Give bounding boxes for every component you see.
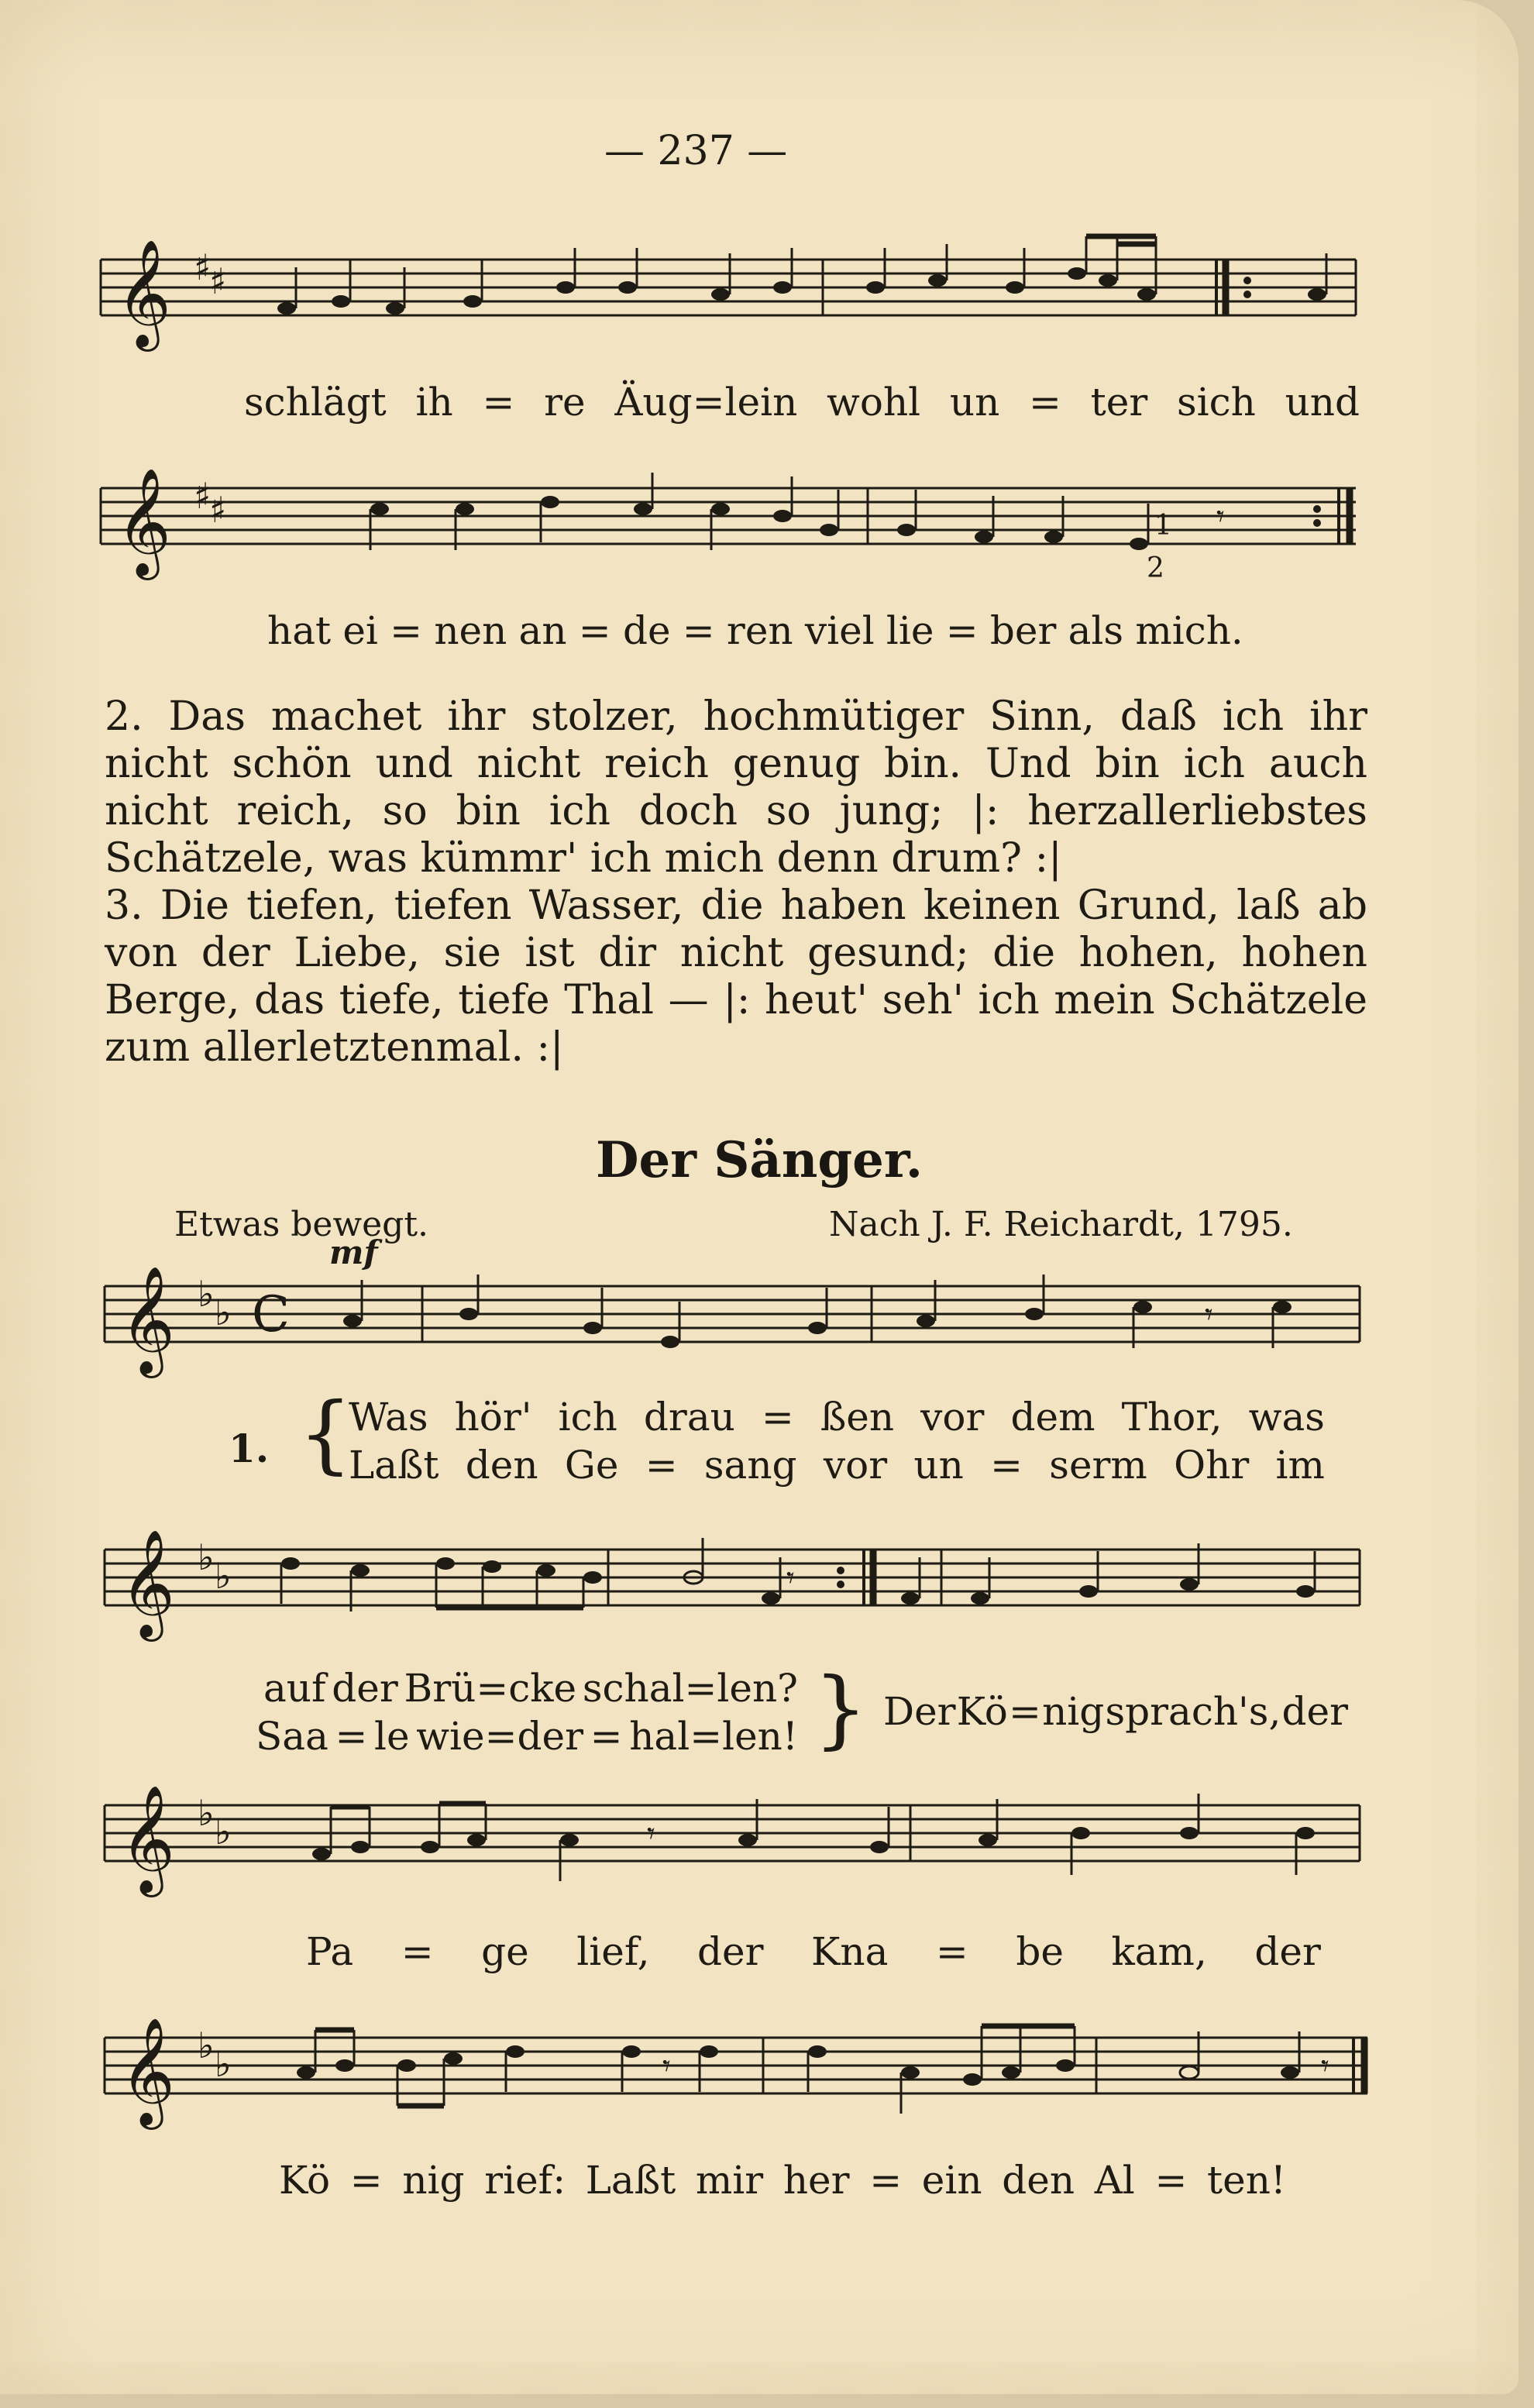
svg-text:𝄞: 𝄞 — [116, 468, 171, 576]
lyric-syllable: Ge — [564, 1443, 619, 1488]
music-staff-3 — [105, 1266, 1383, 1387]
svg-text:♭: ♭ — [198, 1536, 215, 1578]
lyric-syllable: dem — [1010, 1395, 1095, 1440]
lyric-syllable: nig — [402, 2158, 465, 2203]
lyric-syllable: = — [682, 608, 715, 653]
lyric-syllable: ich — [558, 1395, 617, 1440]
volta-label: 2 — [1147, 552, 1164, 584]
lyric-syllable: = — [935, 1929, 968, 1974]
music-staff-1 — [101, 239, 1379, 360]
lyric-syllable: = — [401, 1929, 434, 1974]
lyric-syllable: ge — [481, 1929, 529, 1974]
lyric-syllable: lief, — [576, 1929, 650, 1974]
lyric-syllable: auf — [263, 1666, 326, 1711]
svg-text:𝄞: 𝄞 — [116, 239, 171, 347]
lyric-syllable: viel — [804, 608, 875, 653]
lyric-syllable: ei — [342, 608, 378, 653]
lyric-syllable: de — [622, 608, 671, 653]
lyric-syllable: Laßt — [349, 1443, 439, 1488]
lyric-syllable: = — [1009, 1689, 1041, 1734]
svg-text:𝄞: 𝄞 — [120, 1785, 175, 1893]
lyric-syllable: = — [945, 608, 979, 653]
lyric-syllable: schlägt — [244, 380, 387, 425]
lyric-syllable: ih — [415, 380, 453, 425]
song-title: Der Sänger. — [595, 1131, 923, 1189]
verse-number: 1. — [229, 1426, 270, 1471]
music-staff-2 — [101, 468, 1379, 604]
svg-text:𝄞: 𝄞 — [120, 2018, 175, 2125]
music-staff-5 — [105, 1785, 1383, 1906]
lyric-syllable: Äug=lein — [614, 380, 798, 425]
additional-verses — [105, 693, 1367, 1072]
lyric-syllable: lie — [886, 608, 934, 653]
system3-lyrics-line2 — [349, 1443, 1325, 1488]
lyric-syllable: Was — [349, 1395, 428, 1440]
system6-lyrics — [279, 2158, 1286, 2203]
svg-text:♭: ♭ — [215, 1555, 232, 1597]
lyric-syllable: = — [578, 608, 611, 653]
svg-text:𝄞: 𝄞 — [120, 1266, 175, 1374]
svg-text:♭: ♭ — [215, 2043, 232, 2085]
composer-credit: Nach J. F. Reichardt, 1795. — [829, 1205, 1293, 1244]
lyric-syllable: = — [645, 1443, 678, 1488]
lyric-syllable: hör' — [454, 1395, 532, 1440]
system4-lyrics-right — [883, 1689, 1348, 1734]
lyric-syllable: der — [1281, 1689, 1348, 1734]
lyric-syllable: Brü=cke — [404, 1666, 577, 1711]
lyric-syllable: sprach's, — [1105, 1689, 1281, 1734]
music-staff-4 — [105, 1529, 1383, 1650]
svg-text:♭: ♭ — [215, 1811, 232, 1852]
lyric-syllable: Ohr — [1174, 1443, 1250, 1488]
svg-text:𝄾: 𝄾 — [1216, 499, 1225, 535]
lyric-syllable: der — [697, 1929, 764, 1974]
page-number: — 237 — — [604, 128, 788, 174]
lyric-syllable: ßen — [820, 1395, 895, 1440]
lyric-syllable: hal=len! — [629, 1714, 798, 1759]
lyric-syllable: Kö — [279, 2158, 331, 2203]
svg-text:♯: ♯ — [194, 246, 212, 288]
lyric-syllable: = — [390, 608, 423, 653]
lyric-syllable: un — [913, 1443, 964, 1488]
lyric-syllable: der — [1254, 1929, 1321, 1974]
lyric-syllable: = — [869, 2158, 903, 2203]
system3-lyrics-line1 — [349, 1395, 1325, 1440]
lyric-syllable: ein — [921, 2158, 982, 2203]
lyric-syllable: Kna — [811, 1929, 889, 1974]
lyric-syllable: drau — [643, 1395, 735, 1440]
lyric-syllable: ter — [1090, 380, 1148, 425]
lyric-syllable: = — [990, 1443, 1023, 1488]
lyric-syllable: der — [332, 1666, 398, 1711]
svg-text:𝄾: 𝄾 — [1205, 1297, 1213, 1333]
lyric-syllable: sang — [703, 1443, 797, 1488]
lyric-syllable: Saa — [256, 1714, 328, 1759]
lyric-syllable: sich — [1176, 380, 1256, 425]
system2-lyrics — [267, 608, 1243, 653]
lyric-syllable: = — [590, 1714, 623, 1759]
lyric-syllable: kam, — [1111, 1929, 1207, 1974]
svg-text:𝄾: 𝄾 — [662, 2049, 671, 2084]
svg-text:♯: ♯ — [209, 260, 227, 302]
lyric-syllable: wie=der — [416, 1714, 584, 1759]
lyric-brace-right: } — [813, 1659, 868, 1758]
lyric-syllable: mich. — [1135, 608, 1243, 653]
volta-label: 1 — [1154, 510, 1172, 542]
lyric-syllable: le — [374, 1714, 410, 1759]
lyric-syllable: und — [1285, 380, 1360, 425]
system4-lyrics-line2 — [256, 1714, 798, 1759]
svg-text:C: C — [252, 1286, 290, 1343]
lyric-syllable: den — [465, 1443, 538, 1488]
lyric-syllable: schal=len? — [582, 1666, 798, 1711]
lyric-syllable: = — [1154, 2158, 1188, 2203]
svg-text:♭: ♭ — [215, 1292, 232, 1333]
svg-text:♭: ♭ — [198, 1792, 215, 1834]
tempo-marking: Etwas bewegt. — [174, 1205, 429, 1244]
lyric-syllable: im — [1275, 1443, 1325, 1488]
lyric-syllable: ber — [989, 608, 1057, 653]
lyric-syllable: = — [349, 2158, 383, 2203]
lyric-syllable: Der — [883, 1689, 956, 1734]
svg-text:𝄾: 𝄾 — [647, 1816, 655, 1852]
lyric-syllable: was — [1248, 1395, 1325, 1440]
lyric-syllable: serm — [1049, 1443, 1147, 1488]
dynamic-marking: mf — [329, 1233, 378, 1271]
system1-lyrics — [244, 380, 1360, 425]
lyric-syllable: Al — [1094, 2158, 1135, 2203]
lyric-syllable: ten! — [1207, 2158, 1286, 2203]
lyric-syllable: = — [335, 1714, 368, 1759]
lyric-syllable: nig — [1042, 1689, 1105, 1734]
verse-3: 3. Die tiefen, tiefen Wasser, die haben keinen Grund, laß ab von der Liebe, sie ist dir nicht gesund; die hohen, hohen Berge, das tiefe, tiefe Thal — |: heut' seh' ich mein Schätzele zum allerletztenmal. :| — [105, 882, 1367, 1071]
svg-text:𝄾: 𝄾 — [786, 1560, 795, 1596]
lyric-syllable: nen — [434, 608, 507, 653]
svg-text:𝄞: 𝄞 — [120, 1529, 175, 1637]
system4-lyrics-line1 — [263, 1666, 798, 1711]
svg-text:♭: ♭ — [198, 2024, 215, 2066]
music-staff-6 — [105, 2018, 1383, 2154]
lyric-syllable: mir — [695, 2158, 764, 2203]
lyric-syllable: wohl — [827, 380, 921, 425]
lyric-syllable: Pa — [306, 1929, 354, 1974]
system5-lyrics — [306, 1929, 1321, 1974]
lyric-syllable: Laßt — [585, 2158, 676, 2203]
lyric-syllable: vor — [920, 1395, 985, 1440]
lyric-syllable: her — [782, 2158, 850, 2203]
lyric-syllable: = — [482, 380, 515, 425]
lyric-syllable: Thor, — [1121, 1395, 1223, 1440]
lyric-syllable: be — [1016, 1929, 1064, 1974]
lyric-syllable: Kö — [956, 1689, 1008, 1734]
lyric-syllable: hat — [267, 608, 332, 653]
verse-2: 2. Das machet ihr stolzer, hochmütiger Sinn, daß ich ihr nicht schön und nicht reich genug bin. Und bin ich auch nicht reich, so bin ich doch so jung; |: herzallerliebstes Schätzele, was kümmr' ich mich denn drum? :| — [105, 693, 1367, 882]
lyric-syllable: vor — [823, 1443, 888, 1488]
svg-text:𝄾: 𝄾 — [1321, 2049, 1329, 2084]
lyric-syllable: ren — [726, 608, 793, 653]
lyric-syllable: = — [761, 1395, 794, 1440]
lyric-syllable: an — [518, 608, 567, 653]
lyric-syllable: als — [1068, 608, 1124, 653]
svg-text:♯: ♯ — [194, 475, 212, 517]
lyric-syllable: rief: — [484, 2158, 566, 2203]
lyric-syllable: un — [949, 380, 1000, 425]
svg-text:♭: ♭ — [198, 1273, 215, 1315]
lyric-syllable: re — [544, 380, 586, 425]
svg-text:♯: ♯ — [209, 489, 227, 531]
lyric-syllable: = — [1029, 380, 1061, 425]
lyric-syllable: den — [1002, 2158, 1075, 2203]
lyric-brace: { — [298, 1384, 353, 1483]
